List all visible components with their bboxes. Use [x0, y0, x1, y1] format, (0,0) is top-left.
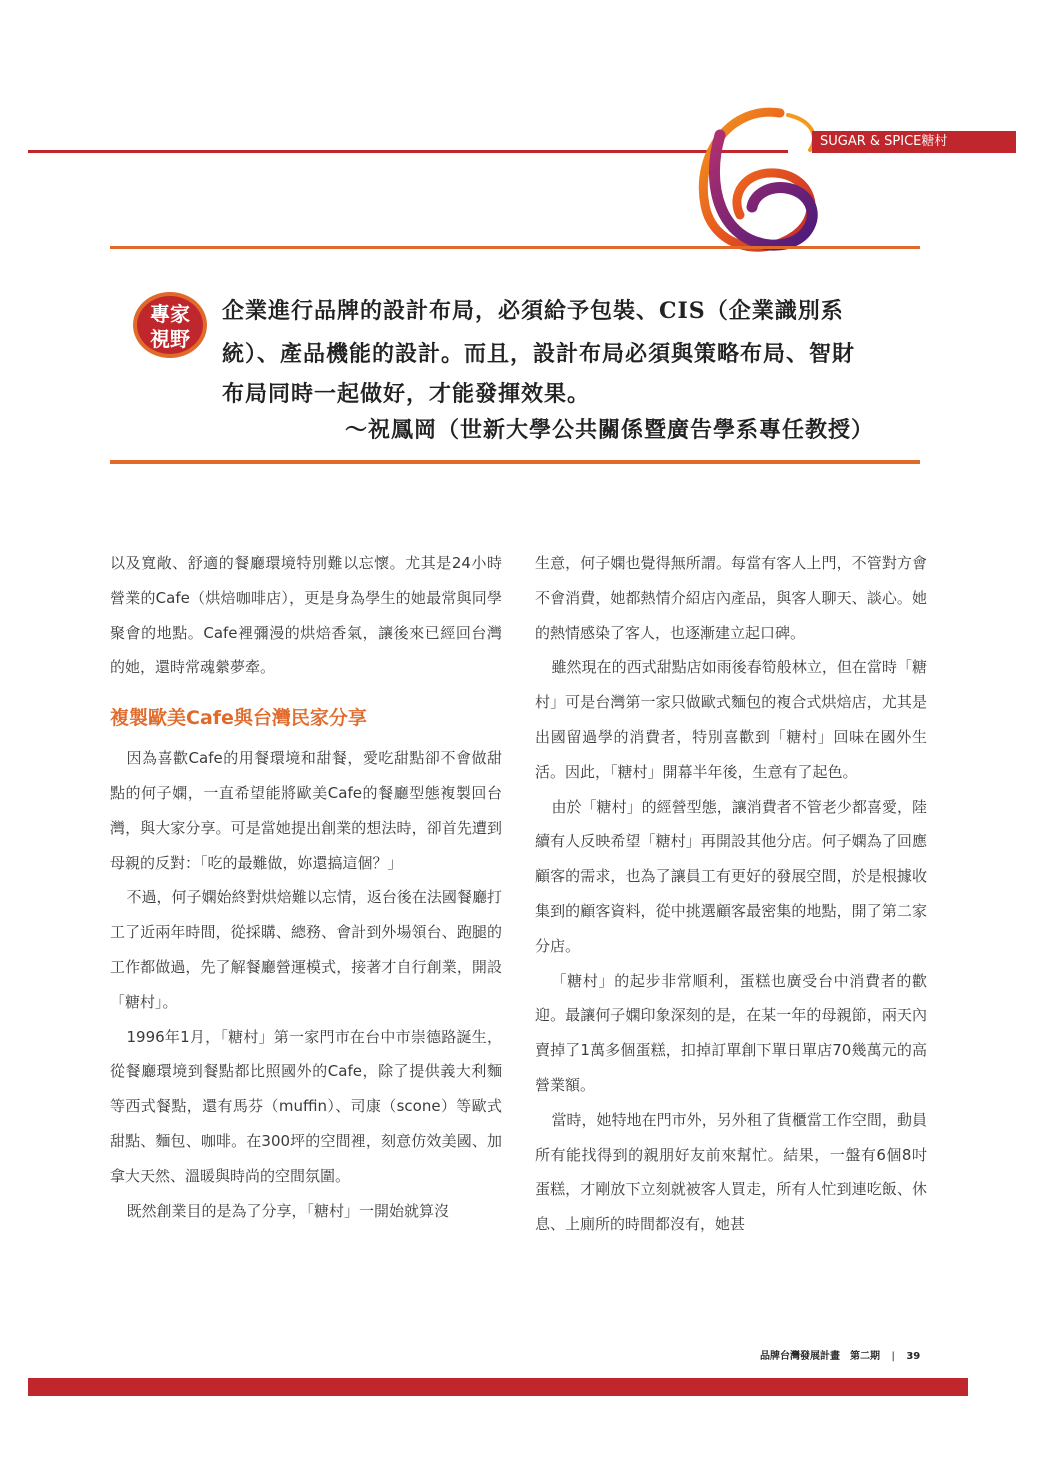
badge-line2: 視野	[150, 327, 190, 351]
section-heading: 複製歐美Cafe與台灣民家分享	[110, 707, 367, 730]
right-paragraph-3: 「糖村」的起步非常順利，蛋糕也廣受台中消費者的歡迎。最讓何子嫻印象深刻的是，在某一年的母親節，兩天內賣掉了1萬多個蛋糕，扣掉訂單創下單日單店70幾萬元的高營業額。	[535, 971, 927, 1094]
quote-line-3: 布局同時一起做好，才能發揮效果。	[222, 381, 591, 407]
left-paragraph-4: 既然創業目的是為了分享，「糖村」一開始就算沒	[126, 1201, 450, 1220]
left-paragraph-0: 以及寬敞、舒適的餐廳環境特別難以忘懷。尤其是24小時營業的Cafe（烘焙咖啡店），更是身為學生的她最常與同學聚會的地點。Cafe裡彌漫的烘焙香氣，讓後來已經回台灣的她，還時常魂縈夢牽。	[110, 554, 502, 677]
right-paragraph-2: 由於「糖村」的經營型態，讓消費者不管老少都喜愛，陸續有人反映希望「糖村」再開設其他分店。何子嫻為了回應顧客的需求，也為了讓員工有更好的發展空間，於是根據收集到的顧客資料，從中挑選顧客最密集的地點，開了第二家分店。	[535, 797, 927, 955]
page-number: 39	[906, 1351, 921, 1362]
left-paragraph-3: 1996年1月，「糖村」第一家門市在台中市崇德路誕生，從餐廳環境到餐點都比照國外的Cafe，除了提供義大利麵等西式餐點，還有馬芬（muffin）、司康（scone）等歐式甜點、麵包、咖啡。在300坪的空間裡，刻意仿效美國、加拿大天然、溫暖與時尚的空間氛圍。	[110, 1027, 502, 1185]
right-paragraph-1: 雖然現在的西式甜點店如雨後春筍般林立，但在當時「糖村」可是台灣第一家只做歐式麵包的複合式烘焙店，尤其是出國留過學的消費者，特別喜歡到「糖村」回味在國外生活。因此，「糖村」開幕半年後，生意有了起色。	[535, 658, 927, 781]
quote-attribution: ～祝鳳岡（世新大學公共關係暨廣告學系專任教授）	[345, 417, 875, 443]
right-column	[535, 546, 927, 1242]
quote-rule-top	[110, 246, 920, 249]
section-tag: SUGAR & SPICE糖村	[812, 131, 1016, 153]
badge-line1: 專家	[150, 302, 190, 326]
quote-rule-bottom	[110, 460, 920, 464]
left-paragraph-1: 因為喜歡Cafe的用餐環境和甜餐，愛吃甜點卻不會做甜點的何子嫻，一直希望能將歐美Cafe的餐廳型態複製回台灣，與大家分享。可是當她提出創業的想法時，卻首先遭到母親的反對：「吃的最難做，妳還搞這個？」	[110, 749, 502, 872]
publication-name: 品牌台灣發展計畫 第二期	[760, 1351, 880, 1362]
footer-separator: |	[891, 1351, 895, 1362]
expert-view-badge	[131, 290, 209, 360]
sugar-spice-swirl-logo	[660, 95, 840, 270]
page-footer	[760, 1347, 920, 1362]
right-paragraph-0: 生意，何子嫻也覺得無所謂。每當有客人上門，不管對方會不會消費，她都熱情介紹店內產品，與客人聊天、談心。她的熱情感染了客人，也逐漸建立起口碑。	[535, 554, 927, 642]
left-column	[110, 546, 502, 1228]
footer-bar	[28, 1378, 968, 1396]
right-paragraph-4: 當時，她特地在門市外，另外租了貨櫃當工作空間，動員所有能找得到的親朋好友前來幫忙。結果，一盤有6個8吋蛋糕，才剛放下立刻就被客人買走，所有人忙到連吃飯、休息、上廁所的時間都沒有，她甚	[535, 1110, 927, 1234]
quote-line-1: 企業進行品牌的設計布局，必須給予包裝、CIS（企業識別系	[222, 298, 844, 324]
left-paragraph-2: 不過，何子嫻始終對烘焙難以忘情，返台後在法國餐廳打工了近兩年時間，從採購、總務、會計到外場領台、跑腿的工作都做過，先了解餐廳營運模式，接著才自行創業，開設「糖村」。	[110, 888, 502, 1011]
quote-line-2: 統）、產品機能的設計。而且，設計布局必須與策略布局、智財	[222, 341, 856, 367]
